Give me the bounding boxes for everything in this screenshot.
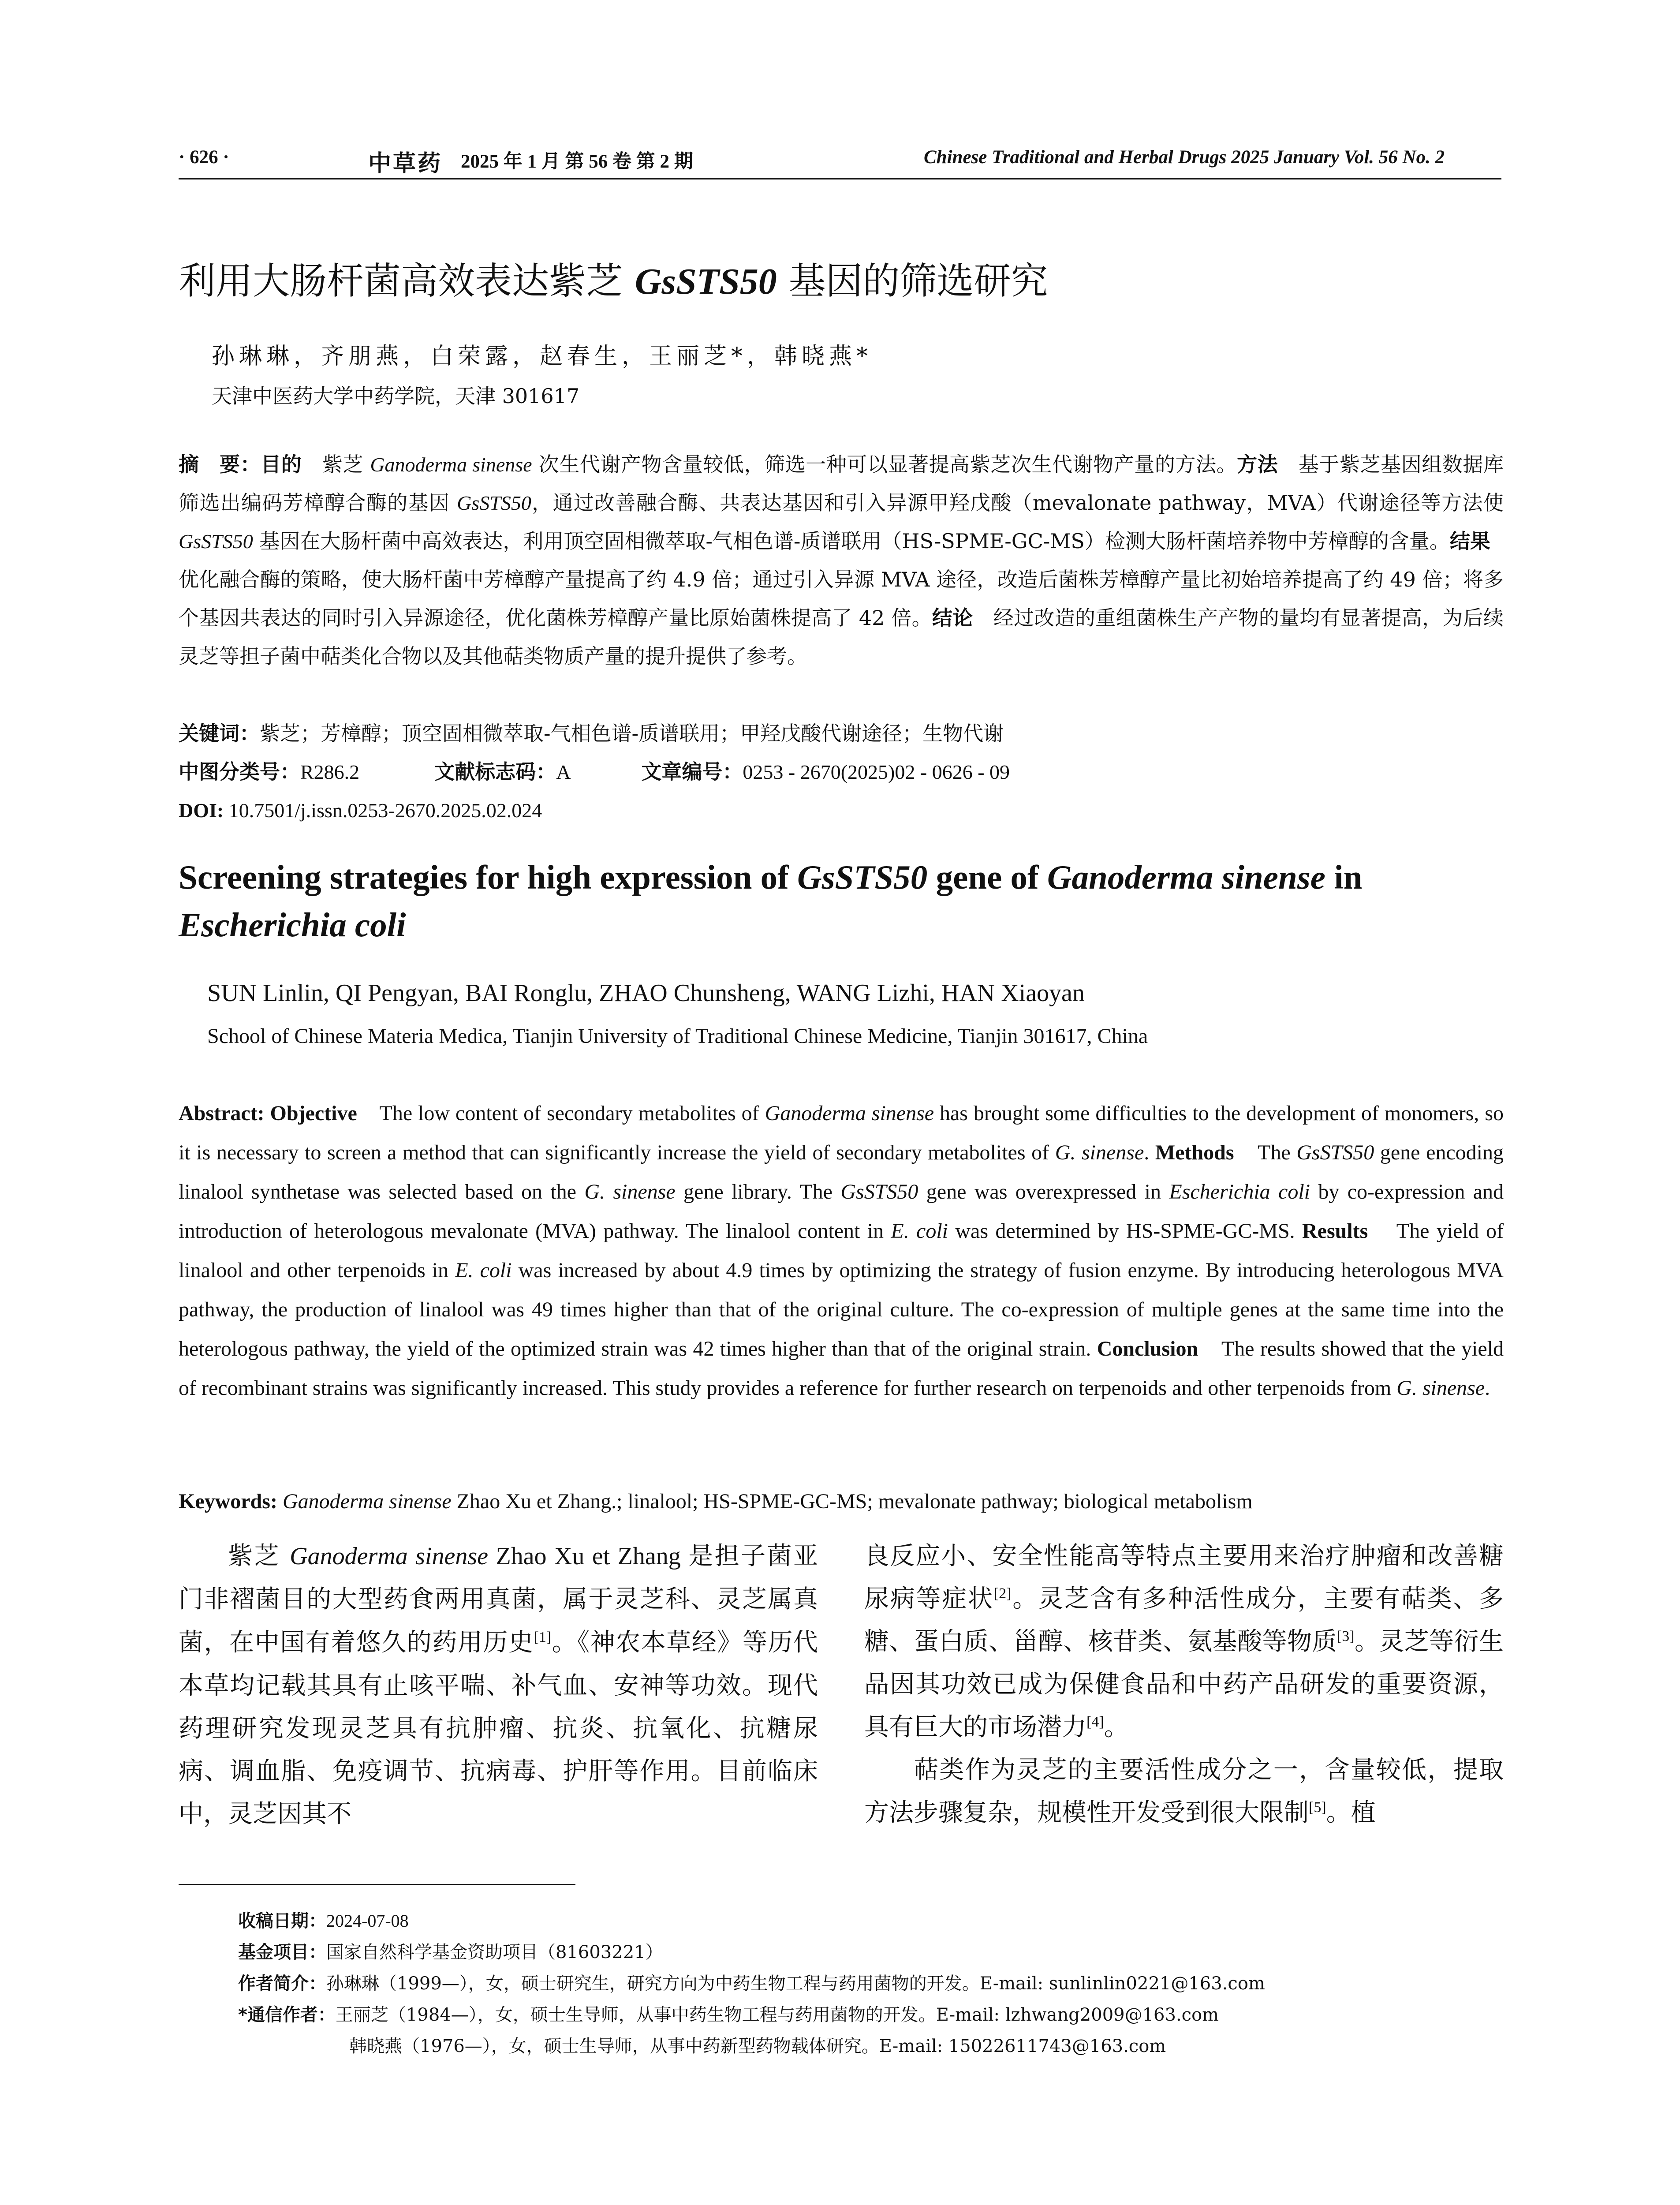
title-en-part: in [1325, 858, 1363, 896]
body-text: 。 [1104, 1713, 1129, 1742]
abstract-cn-text: 优化融合酶的策略，使大肠杆菌中芳樟醇产量提高了约 4.9 倍；通过引入异源 MVA 途径，改造后菌株芳樟醇产量比初始培养提高了约 49 倍；将多个基因共表达的同时引入异源途径，优化菌株芳樟醇产量比原始菌株提高了 42 倍。 [179, 529, 1511, 630]
keywords-en-text: Zhao Xu et Zhang.; linalool; HS-SPME-GC-MS; mevalonate pathway; biological metabolism [451, 1490, 1253, 1513]
abstract-en-text: gene encoding linalool synthetase was selected based on the [179, 1141, 1504, 1203]
body-paragraph [864, 1749, 1504, 1834]
species-name: G. sinense [1055, 1141, 1144, 1164]
citation-ref[interactable]: [1] [534, 1629, 552, 1645]
footnote-label: 收稿日期： [238, 1911, 326, 1931]
article-number-value: 0253 - 2670(2025)02 - 0626 - 09 [743, 761, 1010, 783]
keywords-en-species: Ganoderma sinense [277, 1490, 452, 1513]
results-label-cn: 结果 [1449, 529, 1490, 553]
body-text: 。《神农本草经》等历代本草均记载其具有止咳平喘、补气血、安神等功效。现代药理研究发现灵芝具有抗肿瘤、抗炎、抗氧化、抗糖尿病、调血脂、免疫调节、抗病毒、护肝等作用。目前临床中，灵芝因其不 [179, 1628, 818, 1828]
title-cn-part: 利用大肠杆菌高效表达紫芝 [179, 259, 635, 303]
abstract-cn-text: ，通过改善融合酶、共表达基因和引入异源甲羟戊酸（mevalonate pathway，MVA）代谢途径等方法使 [531, 491, 1504, 515]
abstract-cn-text: 基于紫芝基因组数据库筛选出编码芳樟醇合酶的基因 [179, 452, 1504, 515]
conclusion-label-en: Conclusion [1097, 1337, 1198, 1360]
page-number: · 626 · [179, 147, 229, 168]
doi-label: DOI: [179, 799, 224, 822]
abstract-en-text: was increased by about 4.9 times by optimizing the strategy of fusion enzyme. By introducing heterologous MVA pathway, the production of linalool was 49 times higher than that of the original culture. The co-expression of multiple genes at the same time into the heterologous pathway, the yield of the optimized strain was 42 times higher than that of the original strain. [179, 1259, 1504, 1360]
abstract-en-text: . [1144, 1141, 1155, 1164]
header-rule [179, 178, 1501, 179]
abstract-en-text: was determined by HS-SPME-GC-MS. [948, 1219, 1302, 1243]
doi-line [179, 791, 542, 830]
citation-ref[interactable]: [3] [1337, 1628, 1355, 1644]
footnote-fund [238, 1937, 1504, 1968]
footnote-text: 国家自然科学基金资助项目（81603221） [326, 1942, 663, 1962]
species-name: Ganoderma sinense [370, 453, 532, 476]
footnote-text: 孙琳琳（1999—），女，硕士研究生，研究方向为中药生物工程与药用菌物的开发。E-mail: sunlinlin0221@163.com [326, 1973, 1265, 1994]
gene-name: GsSTS50 [1296, 1141, 1374, 1164]
abstract-en-text: gene was overexpressed in [918, 1180, 1169, 1203]
clc-value: R286.2 [300, 761, 360, 783]
abstract-cn-text: 紫芝 [302, 452, 370, 476]
abstract-en-text: by co-expression and introduction of heterologous mevalonate (MVA) pathway. The linalool content in [179, 1180, 1504, 1243]
article-number-label: 文章编号： [641, 760, 743, 784]
footnote-corresponding [238, 1999, 1504, 2031]
abstract-cn-text: 次生代谢产物含量较低，筛选一种可以显著提高紫芝次生代谢物产量的方法。 [532, 452, 1237, 476]
host-name: E. coli [455, 1259, 512, 1282]
clc-label: 中图分类号： [179, 760, 300, 784]
gene-name: GsSTS50 [179, 530, 253, 553]
abstract-en-text: . [1485, 1376, 1490, 1400]
conclusion-label-cn: 结论 [932, 606, 973, 630]
methods-label-cn: 方法 [1237, 452, 1278, 476]
methods-label-en: Methods [1155, 1141, 1234, 1164]
keywords-en-label: Keywords: [179, 1490, 277, 1513]
affiliation-cn: 天津中医药大学中药学院，天津 301617 [212, 384, 580, 408]
abstract-en [179, 1094, 1509, 1408]
abstract-cn-label: 摘 要： [179, 452, 261, 476]
citation-ref[interactable]: [5] [1309, 1799, 1326, 1816]
body-column-right [864, 1535, 1504, 1834]
body-text: 。灵芝含有多种活性成分，主要有萜类、多糖、蛋白质、甾醇、核苷类、氨基酸等物质 [864, 1585, 1504, 1656]
keywords-cn-text: 紫芝；芳樟醇；顶空固相微萃取-气相色谱-质谱联用；甲羟戊酸代谢途径；生物代谢 [260, 721, 1004, 745]
abstract-en-text: The yield of linalool and other terpenoids in [179, 1219, 1509, 1282]
species-name: Ganoderma sinense [765, 1102, 934, 1125]
results-label-en: Results [1302, 1219, 1368, 1243]
footnote-author [238, 1968, 1504, 1999]
running-header [179, 140, 1501, 176]
doi-value[interactable]: 10.7501/j.issn.0253-2670.2025.02.024 [224, 799, 542, 822]
title-en-part: gene of [927, 858, 1047, 896]
footnote-label: *通信作者： [238, 2005, 336, 2025]
body-text: 。植 [1326, 1798, 1376, 1827]
doc-code-value: A [556, 761, 571, 783]
title-cn-gene: GsSTS50 [635, 261, 777, 302]
species-name: Ganoderma sinense [290, 1543, 488, 1570]
footnote-rule [179, 1884, 575, 1885]
footnote-corresponding-2 [238, 2031, 1504, 2062]
abstract-en-label: Abstract: [179, 1102, 265, 1125]
authors-cn: 孙琳琳，齐朋燕，白荣露，赵春生，王丽芝*，韩晓燕* [212, 343, 873, 370]
journal-info-en: Chinese Traditional and Herbal Drugs 2025 January Vol. 56 No. 2 [924, 147, 1445, 168]
issue-info-cn: 2025 年 1 月 第 56 卷 第 2 期 [461, 151, 693, 172]
footnote-received [238, 1905, 1504, 1937]
footnote-text: 王丽芝（1984—），女，硕士生导师，从事中药生物工程与药用菌物的开发。E-mail: lzhwang2009@163.com [335, 2005, 1219, 2025]
gene-name: GsSTS50 [457, 492, 531, 514]
body-text: 紫芝 [228, 1542, 290, 1570]
body-paragraph [179, 1535, 818, 1835]
species-name: G. sinense [584, 1180, 676, 1203]
body-column-left [179, 1535, 818, 1835]
body-text: Zhao Xu et Zhang 是担子菌亚门非褶菌目的大型药食两用真菌，属于灵芝科、灵芝属真菌，在中国有着悠久的药用历史 [179, 1543, 818, 1656]
footnote-text: 2024-07-08 [326, 1911, 409, 1931]
footnote-label: 作者简介： [238, 1973, 326, 1994]
objective-label-cn: 目的 [261, 452, 302, 476]
footnotes [238, 1905, 1504, 2062]
abstract-en-text: The low content of secondary metabolites of [357, 1102, 765, 1125]
abstract-en-text: gene library. The [675, 1180, 841, 1203]
title-en-host: Escherichia coli [179, 906, 406, 944]
abstract-cn-text: 经过改造的重组菌株生产产物的量均有显著提高，为后续灵芝等担子菌中萜类化合物以及其他萜类物质产量的提升提供了参考。 [179, 606, 1504, 668]
title-en-part: Screening strategies for high expression of [179, 858, 798, 896]
body-paragraph [864, 1535, 1504, 1749]
objective-label-en: Objective [264, 1102, 357, 1125]
body-text: 。灵芝等衍生品因其功效已成为保健食品和中药产品研发的重要资源，具有巨大的市场潜力 [864, 1627, 1504, 1742]
title-cn-part: 基因的筛选研究 [777, 259, 1048, 303]
body-text: 萜类作为灵芝的主要活性成分之一，含量较低，提取方法步骤复杂，规模性开发受到很大限制 [864, 1756, 1504, 1827]
abstract-cn-text: 基因在大肠杆菌中高效表达，利用顶空固相微萃取-气相色谱-质谱联用（HS-SPME-GC-MS）检测大肠杆菌培养物中芳樟醇的含量。 [253, 529, 1450, 553]
species-name: G. sinense [1396, 1376, 1485, 1400]
citation-ref[interactable]: [4] [1086, 1714, 1104, 1730]
host-name: E. coli [891, 1219, 948, 1243]
journal-name-cn: 中草药 [368, 150, 443, 177]
authors-en: SUN Linlin, QI Pengyan, BAI Ronglu, ZHAO Chunsheng, WANG Lizhi, HAN Xiaoyan [207, 979, 1085, 1007]
abstract-en-text: The results showed that the yield of recombinant strains was significantly increased. This study provides a reference for further research on terpenoids and other terpenoids from [179, 1337, 1509, 1400]
classification-line [179, 753, 1010, 791]
title-en-species: Ganoderma sinense [1047, 858, 1325, 896]
keywords-cn-label: 关键词： [179, 721, 260, 745]
footnote-label: 基金项目： [238, 1942, 326, 1962]
body-text: 良反应小、安全性能高等特点主要用来治疗肿瘤和改善糖尿病等症状 [864, 1542, 1504, 1613]
abstract-en-text: has brought some difficulties to the development of monomers, so it is necessary to screen a method that can significantly increase the yield of secondary metabolites of [179, 1102, 1504, 1164]
title-en-gene: GsSTS50 [797, 858, 928, 896]
abstract-en-text: The [1234, 1141, 1297, 1164]
keywords-en [179, 1482, 1504, 1521]
host-name: Escherichia coli [1169, 1180, 1310, 1203]
article-title-en [179, 853, 1504, 949]
citation-ref[interactable]: [2] [993, 1585, 1012, 1602]
gene-name: GsSTS50 [840, 1180, 918, 1203]
doc-code-label: 文献标志码： [434, 760, 556, 784]
keywords-cn [179, 714, 1504, 753]
abstract-cn [179, 445, 1511, 676]
article-title-cn [179, 251, 1048, 305]
affiliation-en: School of Chinese Materia Medica, Tianjin University of Traditional Chinese Medicine, Tianjin 301617, China [207, 1024, 1148, 1048]
footnote-text: 韩晓燕（1976—），女，硕士生导师，从事中药新型药物载体研究。E-mail: 15022611743@163.com [349, 2036, 1166, 2056]
